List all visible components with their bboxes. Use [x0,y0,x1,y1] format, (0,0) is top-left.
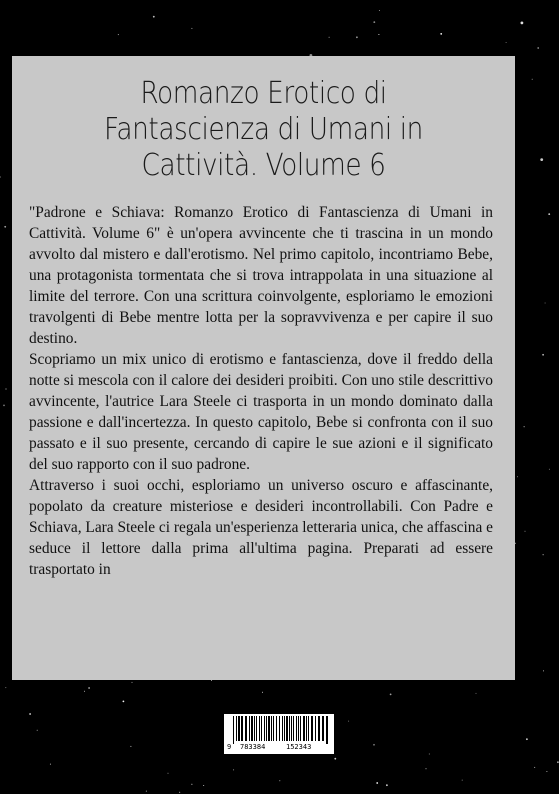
title-line: Romanzo Erotico di [140,76,387,111]
blurb-paragraph: Scopriamo un mix unico di erotismo e fantascienza, dove il freddo della notte si mescola con il calore dei desideri proibiti. Con uno stile descrittivo avvincente, l'autrice Lara Steele ci trasporta in un mondo dominato dalla passione e dall'incertezza. In questo capitolo, Bebe si confronta con il suo passato e il suo presente, cercando di capire le sue azioni e il significato del suo rapporto con il suo padrone. [29,351,493,473]
barcode-digit-first: 9 [227,743,232,751]
back-cover-panel [12,56,515,680]
isbn-barcode [224,714,334,754]
title-line: Fantascienza di Umani in [104,112,423,147]
blurb-paragraph: "Padrone e Schiava: Romanzo Erotico di Fantascienza di Umani in Cattività. Volume 6" è un'opera avvincente che ti trascina in un mondo avvolto dal mistero e dall'erotismo. Nel primo capitolo, incontriamo Bebe, una protagonista tormentata che si trova intrappolata in una situazione al limite del terrore. Con una scrittura coinvolgente, esploriamo le emozioni travolgenti di Bebe mentre lotta per la sopravvivenza e per capire il suo destino. [29,204,493,347]
blurb [29,202,493,580]
barcode-digits-right: 152343 [286,743,312,751]
barcode-bars [224,714,334,744]
barcode-digits [224,742,334,754]
blurb-paragraph: Attraverso i suoi occhi, esploriamo un universo oscuro e affascinante, popolato da creature misteriose e desideri incontrollabili. Con Padre e Schiava, Lara Steele ci regala un'esperienza letteraria unica, che affascina e seduce il lettore dalla prima all'ultima pagina. Preparati ad essere trasportato in [29,477,493,578]
book-title [42,76,485,184]
barcode-digits-left: 783384 [240,743,266,751]
title-line: Cattività. Volume 6 [141,148,386,183]
